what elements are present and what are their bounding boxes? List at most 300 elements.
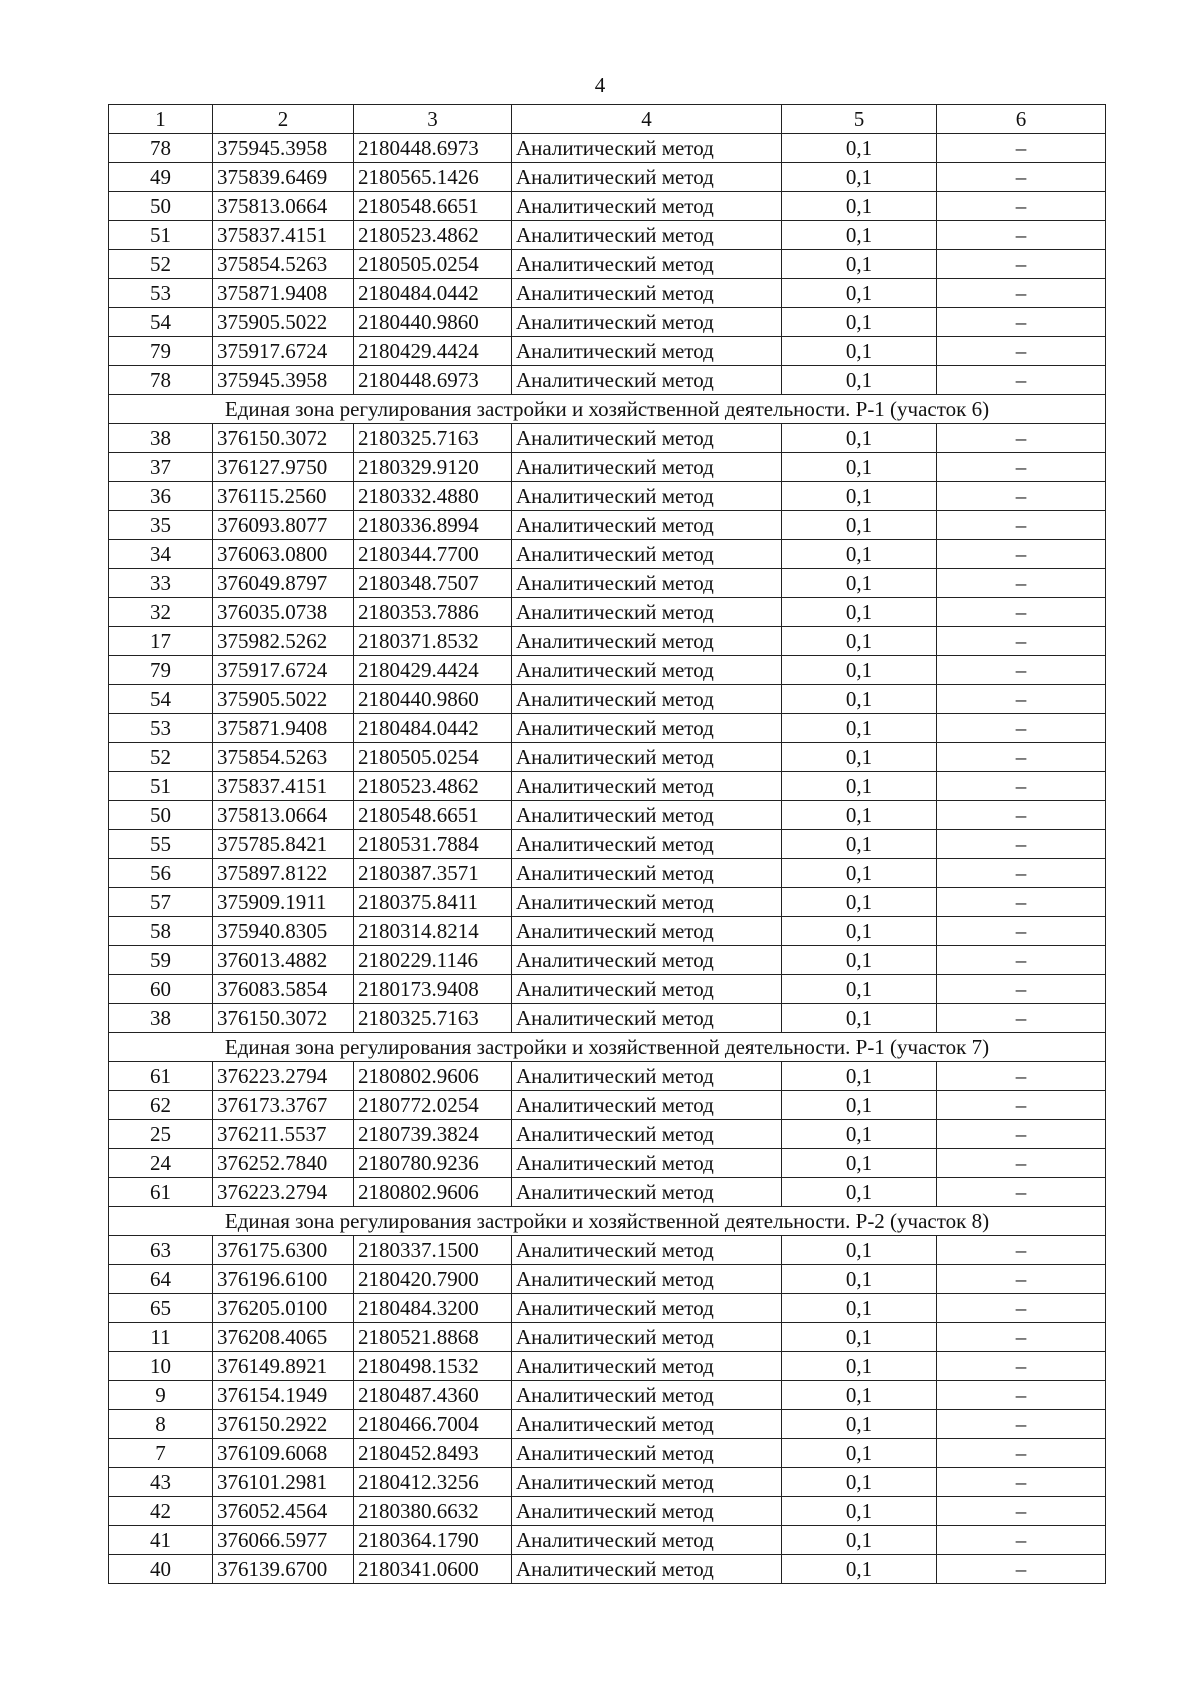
point-number-cell: 51 [109,772,213,801]
table-row [109,656,1106,685]
y-coordinate-cell: 2180344.7700 [354,540,512,569]
y-coordinate-cell: 2180420.7900 [354,1265,512,1294]
x-coordinate-cell: 375837.4151 [213,221,354,250]
method-cell: Аналитический метод [512,714,782,743]
point-number-cell: 35 [109,511,213,540]
point-number-cell: 40 [109,1555,213,1584]
y-coordinate-cell: 2180523.4862 [354,221,512,250]
x-coordinate-cell: 375813.0664 [213,192,354,221]
point-number-cell: 56 [109,859,213,888]
accuracy-cell: 0,1 [782,1120,937,1149]
method-cell: Аналитический метод [512,482,782,511]
point-number-cell: 53 [109,279,213,308]
method-cell: Аналитический метод [512,250,782,279]
note-cell: – [937,772,1106,801]
accuracy-cell: 0,1 [782,540,937,569]
method-cell: Аналитический метод [512,1294,782,1323]
y-coordinate-cell: 2180802.9606 [354,1178,512,1207]
method-cell: Аналитический метод [512,1555,782,1584]
y-coordinate-cell: 2180531.7884 [354,830,512,859]
x-coordinate-cell: 375905.5022 [213,685,354,714]
x-coordinate-cell: 376049.8797 [213,569,354,598]
note-cell: – [937,1555,1106,1584]
x-coordinate-cell: 376127.9750 [213,453,354,482]
method-cell: Аналитический метод [512,221,782,250]
note-cell: – [937,1149,1106,1178]
point-number-cell: 50 [109,192,213,221]
x-coordinate-cell: 376208.4065 [213,1323,354,1352]
x-coordinate-cell: 376115.2560 [213,482,354,511]
point-number-cell: 78 [109,134,213,163]
table-row [109,1468,1106,1497]
point-number-cell: 9 [109,1381,213,1410]
y-coordinate-cell: 2180440.9860 [354,685,512,714]
x-coordinate-cell: 376101.2981 [213,1468,354,1497]
method-cell: Аналитический метод [512,1004,782,1033]
note-cell: – [937,830,1106,859]
x-coordinate-cell: 376066.5977 [213,1526,354,1555]
accuracy-cell: 0,1 [782,337,937,366]
accuracy-cell: 0,1 [782,279,937,308]
method-cell: Аналитический метод [512,569,782,598]
method-cell: Аналитический метод [512,540,782,569]
point-number-cell: 32 [109,598,213,627]
point-number-cell: 43 [109,1468,213,1497]
note-cell: – [937,569,1106,598]
point-number-cell: 60 [109,975,213,1004]
method-cell: Аналитический метод [512,1062,782,1091]
note-cell: – [937,946,1106,975]
note-cell: – [937,714,1106,743]
x-coordinate-cell: 375897.8122 [213,859,354,888]
x-coordinate-cell: 375940.8305 [213,917,354,946]
x-coordinate-cell: 376175.6300 [213,1236,354,1265]
y-coordinate-cell: 2180332.4880 [354,482,512,511]
column-header: 4 [512,105,782,134]
x-coordinate-cell: 375854.5263 [213,743,354,772]
accuracy-cell: 0,1 [782,424,937,453]
accuracy-cell: 0,1 [782,482,937,511]
note-cell: – [937,685,1106,714]
column-header: 5 [782,105,937,134]
table-row [109,1526,1106,1555]
table-row [109,1352,1106,1381]
y-coordinate-cell: 2180802.9606 [354,1062,512,1091]
note-cell: – [937,801,1106,830]
note-cell: – [937,1410,1106,1439]
x-coordinate-cell: 376211.5537 [213,1120,354,1149]
point-number-cell: 78 [109,366,213,395]
note-cell: – [937,337,1106,366]
note-cell: – [937,656,1106,685]
note-cell: – [937,134,1106,163]
note-cell: – [937,163,1106,192]
note-cell: – [937,975,1106,1004]
y-coordinate-cell: 2180325.7163 [354,424,512,453]
table-row [109,1439,1106,1468]
accuracy-cell: 0,1 [782,1468,937,1497]
point-number-cell: 34 [109,540,213,569]
method-cell: Аналитический метод [512,1526,782,1555]
point-number-cell: 37 [109,453,213,482]
table-row [109,888,1106,917]
table-row [109,1062,1106,1091]
table-row [109,1555,1106,1584]
y-coordinate-cell: 2180505.0254 [354,743,512,772]
table-row [109,975,1106,1004]
method-cell: Аналитический метод [512,1497,782,1526]
table-row [109,1091,1106,1120]
x-coordinate-cell: 375813.0664 [213,801,354,830]
y-coordinate-cell: 2180452.8493 [354,1439,512,1468]
column-header: 1 [109,105,213,134]
y-coordinate-cell: 2180772.0254 [354,1091,512,1120]
y-coordinate-cell: 2180380.6632 [354,1497,512,1526]
table-row [109,1236,1106,1265]
accuracy-cell: 0,1 [782,1091,937,1120]
note-cell: – [937,1265,1106,1294]
method-cell: Аналитический метод [512,598,782,627]
method-cell: Аналитический метод [512,1410,782,1439]
table-row [109,1410,1106,1439]
method-cell: Аналитический метод [512,163,782,192]
x-coordinate-cell: 376083.5854 [213,975,354,1004]
method-cell: Аналитический метод [512,859,782,888]
note-cell: – [937,1439,1106,1468]
point-number-cell: 10 [109,1352,213,1381]
note-cell: – [937,250,1106,279]
table-row [109,1323,1106,1352]
header-row [109,105,1106,134]
point-number-cell: 52 [109,250,213,279]
y-coordinate-cell: 2180314.8214 [354,917,512,946]
accuracy-cell: 0,1 [782,830,937,859]
x-coordinate-cell: 376223.2794 [213,1062,354,1091]
y-coordinate-cell: 2180371.8532 [354,627,512,656]
note-cell: – [937,1381,1106,1410]
y-coordinate-cell: 2180498.1532 [354,1352,512,1381]
note-cell: – [937,308,1106,337]
x-coordinate-cell: 376109.6068 [213,1439,354,1468]
point-number-cell: 61 [109,1062,213,1091]
x-coordinate-cell: 376223.2794 [213,1178,354,1207]
point-number-cell: 11 [109,1323,213,1352]
x-coordinate-cell: 376139.6700 [213,1555,354,1584]
y-coordinate-cell: 2180353.7886 [354,598,512,627]
method-cell: Аналитический метод [512,1149,782,1178]
y-coordinate-cell: 2180484.0442 [354,714,512,743]
y-coordinate-cell: 2180565.1426 [354,163,512,192]
y-coordinate-cell: 2180780.9236 [354,1149,512,1178]
x-coordinate-cell: 376035.0738 [213,598,354,627]
x-coordinate-cell: 375871.9408 [213,714,354,743]
x-coordinate-cell: 375837.4151 [213,772,354,801]
accuracy-cell: 0,1 [782,1439,937,1468]
note-cell: – [937,279,1106,308]
column-header: 3 [354,105,512,134]
table-row [109,598,1106,627]
point-number-cell: 42 [109,1497,213,1526]
method-cell: Аналитический метод [512,279,782,308]
point-number-cell: 24 [109,1149,213,1178]
method-cell: Аналитический метод [512,1236,782,1265]
accuracy-cell: 0,1 [782,685,937,714]
x-coordinate-cell: 376173.3767 [213,1091,354,1120]
y-coordinate-cell: 2180521.8868 [354,1323,512,1352]
y-coordinate-cell: 2180448.6973 [354,134,512,163]
point-number-cell: 79 [109,656,213,685]
point-number-cell: 57 [109,888,213,917]
note-cell: – [937,1178,1106,1207]
point-number-cell: 55 [109,830,213,859]
note-cell: – [937,482,1106,511]
method-cell: Аналитический метод [512,134,782,163]
note-cell: – [937,424,1106,453]
x-coordinate-cell: 376154.1949 [213,1381,354,1410]
x-coordinate-cell: 375854.5263 [213,250,354,279]
table-row [109,859,1106,888]
method-cell: Аналитический метод [512,685,782,714]
accuracy-cell: 0,1 [782,1352,937,1381]
method-cell: Аналитический метод [512,1352,782,1381]
note-cell: – [937,540,1106,569]
table-row [109,337,1106,366]
accuracy-cell: 0,1 [782,714,937,743]
zone-title: Единая зона регулирования застройки и хозяйственной деятельности. Р-1 (участок 7) [109,1033,1106,1062]
table-row [109,743,1106,772]
x-coordinate-cell: 376063.0800 [213,540,354,569]
method-cell: Аналитический метод [512,1323,782,1352]
note-cell: – [937,743,1106,772]
table-row [109,946,1106,975]
accuracy-cell: 0,1 [782,1236,937,1265]
note-cell: – [937,888,1106,917]
note-cell: – [937,598,1106,627]
accuracy-cell: 0,1 [782,511,937,540]
accuracy-cell: 0,1 [782,743,937,772]
table-row [109,163,1106,192]
method-cell: Аналитический метод [512,627,782,656]
accuracy-cell: 0,1 [782,366,937,395]
note-cell: – [937,453,1106,482]
zone-title-row [109,1207,1106,1236]
x-coordinate-cell: 375917.6724 [213,337,354,366]
accuracy-cell: 0,1 [782,163,937,192]
table-row [109,279,1106,308]
method-cell: Аналитический метод [512,1091,782,1120]
zone-title: Единая зона регулирования застройки и хозяйственной деятельности. Р-2 (участок 8) [109,1207,1106,1236]
table-row [109,482,1106,511]
y-coordinate-cell: 2180429.4424 [354,337,512,366]
accuracy-cell: 0,1 [782,453,937,482]
zone-title: Единая зона регулирования застройки и хозяйственной деятельности. Р-1 (участок 6) [109,395,1106,424]
y-coordinate-cell: 2180173.9408 [354,975,512,1004]
x-coordinate-cell: 376149.8921 [213,1352,354,1381]
table-row [109,1120,1106,1149]
point-number-cell: 54 [109,308,213,337]
accuracy-cell: 0,1 [782,975,937,1004]
accuracy-cell: 0,1 [782,134,937,163]
y-coordinate-cell: 2180337.1500 [354,1236,512,1265]
point-number-cell: 7 [109,1439,213,1468]
note-cell: – [937,1062,1106,1091]
table-row [109,917,1106,946]
y-coordinate-cell: 2180325.7163 [354,1004,512,1033]
point-number-cell: 64 [109,1265,213,1294]
y-coordinate-cell: 2180364.1790 [354,1526,512,1555]
table-row [109,540,1106,569]
note-cell: – [937,1091,1106,1120]
x-coordinate-cell: 375909.1911 [213,888,354,917]
table-row [109,424,1106,453]
coordinates-table [108,104,1106,1584]
column-header: 6 [937,105,1106,134]
table-row [109,714,1106,743]
table-row [109,453,1106,482]
y-coordinate-cell: 2180348.7507 [354,569,512,598]
accuracy-cell: 0,1 [782,1555,937,1584]
point-number-cell: 53 [109,714,213,743]
accuracy-cell: 0,1 [782,1265,937,1294]
accuracy-cell: 0,1 [782,250,937,279]
table-row [109,772,1106,801]
method-cell: Аналитический метод [512,656,782,685]
note-cell: – [937,1120,1106,1149]
y-coordinate-cell: 2180484.0442 [354,279,512,308]
zone-title-row [109,395,1106,424]
note-cell: – [937,1526,1106,1555]
accuracy-cell: 0,1 [782,772,937,801]
accuracy-cell: 0,1 [782,1178,937,1207]
x-coordinate-cell: 376013.4882 [213,946,354,975]
method-cell: Аналитический метод [512,511,782,540]
x-coordinate-cell: 376150.3072 [213,1004,354,1033]
note-cell: – [937,1294,1106,1323]
y-coordinate-cell: 2180523.4862 [354,772,512,801]
page-number: 4 [594,73,606,97]
method-cell: Аналитический метод [512,1468,782,1497]
accuracy-cell: 0,1 [782,308,937,337]
method-cell: Аналитический метод [512,424,782,453]
method-cell: Аналитический метод [512,366,782,395]
y-coordinate-cell: 2180387.3571 [354,859,512,888]
y-coordinate-cell: 2180739.3824 [354,1120,512,1149]
point-number-cell: 8 [109,1410,213,1439]
y-coordinate-cell: 2180429.4424 [354,656,512,685]
point-number-cell: 33 [109,569,213,598]
accuracy-cell: 0,1 [782,192,937,221]
x-coordinate-cell: 375982.5262 [213,627,354,656]
note-cell: – [937,917,1106,946]
method-cell: Аналитический метод [512,1120,782,1149]
note-cell: – [937,1497,1106,1526]
table-row [109,511,1106,540]
x-coordinate-cell: 376150.2922 [213,1410,354,1439]
table-row [109,627,1106,656]
table-row [109,801,1106,830]
y-coordinate-cell: 2180484.3200 [354,1294,512,1323]
point-number-cell: 49 [109,163,213,192]
y-coordinate-cell: 2180440.9860 [354,308,512,337]
note-cell: – [937,1468,1106,1497]
table-body [109,105,1106,1584]
table-row [109,1294,1106,1323]
method-cell: Аналитический метод [512,1381,782,1410]
table-row [109,366,1106,395]
table-row [109,1265,1106,1294]
point-number-cell: 50 [109,801,213,830]
point-number-cell: 36 [109,482,213,511]
point-number-cell: 61 [109,1178,213,1207]
x-coordinate-cell: 375785.8421 [213,830,354,859]
accuracy-cell: 0,1 [782,656,937,685]
point-number-cell: 65 [109,1294,213,1323]
point-number-cell: 38 [109,1004,213,1033]
point-number-cell: 25 [109,1120,213,1149]
note-cell: – [937,1323,1106,1352]
point-number-cell: 79 [109,337,213,366]
y-coordinate-cell: 2180505.0254 [354,250,512,279]
y-coordinate-cell: 2180548.6651 [354,801,512,830]
x-coordinate-cell: 376252.7840 [213,1149,354,1178]
y-coordinate-cell: 2180412.3256 [354,1468,512,1497]
accuracy-cell: 0,1 [782,627,937,656]
method-cell: Аналитический метод [512,743,782,772]
y-coordinate-cell: 2180375.8411 [354,888,512,917]
accuracy-cell: 0,1 [782,888,937,917]
x-coordinate-cell: 375905.5022 [213,308,354,337]
method-cell: Аналитический метод [512,337,782,366]
table-row [109,192,1106,221]
table-row [109,250,1106,279]
accuracy-cell: 0,1 [782,801,937,830]
note-cell: – [937,859,1106,888]
y-coordinate-cell: 2180548.6651 [354,192,512,221]
table-row [109,569,1106,598]
method-cell: Аналитический метод [512,453,782,482]
point-number-cell: 17 [109,627,213,656]
x-coordinate-cell: 375871.9408 [213,279,354,308]
method-cell: Аналитический метод [512,975,782,1004]
y-coordinate-cell: 2180336.8994 [354,511,512,540]
table-row [109,1149,1106,1178]
table-row [109,1178,1106,1207]
y-coordinate-cell: 2180487.4360 [354,1381,512,1410]
note-cell: – [937,511,1106,540]
table-row [109,221,1106,250]
note-cell: – [937,1236,1106,1265]
point-number-cell: 63 [109,1236,213,1265]
y-coordinate-cell: 2180448.6973 [354,366,512,395]
method-cell: Аналитический метод [512,801,782,830]
table-row [109,1381,1106,1410]
note-cell: – [937,192,1106,221]
x-coordinate-cell: 376205.0100 [213,1294,354,1323]
note-cell: – [937,1352,1106,1381]
table-row [109,134,1106,163]
accuracy-cell: 0,1 [782,1526,937,1555]
point-number-cell: 54 [109,685,213,714]
note-cell: – [937,366,1106,395]
point-number-cell: 59 [109,946,213,975]
accuracy-cell: 0,1 [782,598,937,627]
accuracy-cell: 0,1 [782,1062,937,1091]
note-cell: – [937,627,1106,656]
column-header: 2 [213,105,354,134]
x-coordinate-cell: 375839.6469 [213,163,354,192]
table-row [109,1497,1106,1526]
zone-title-row [109,1033,1106,1062]
